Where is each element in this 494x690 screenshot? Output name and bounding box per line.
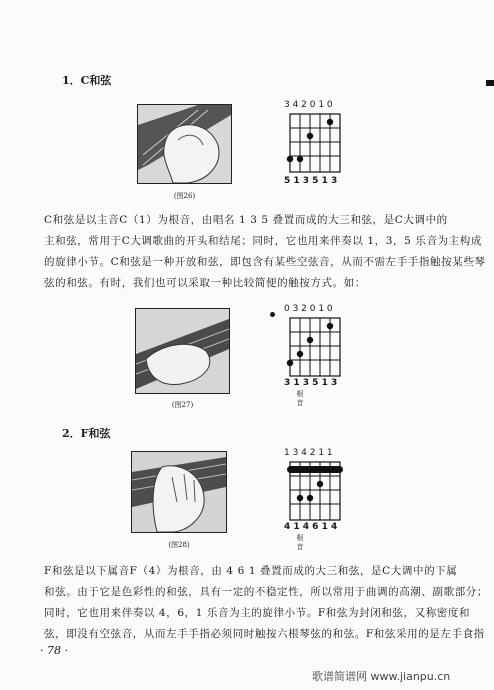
figure-28-caption: (图28) xyxy=(168,541,190,549)
chord-finger-numbers: 1 3 4 2 1 1 xyxy=(284,448,333,458)
page-number: · 78 · xyxy=(40,644,68,657)
section-heading-c-chord: 1．C和弦 xyxy=(62,74,112,87)
chord-note-names: 3 1 3 5 1 3 xyxy=(284,378,338,388)
paragraph-line: 弦的和弦。有时，我们也可以采取一种比较简便的触按方式。如： xyxy=(44,277,366,289)
paragraph-line: 同时，它也用来伴奏以 4，6，1 乐音为主的旋律小节。F和弦为封闭和弦，又称密度和 xyxy=(44,607,471,619)
section-heading-f-chord: 2．F和弦 xyxy=(62,427,111,440)
chord-note-names: 5 1 3 5 1 3 xyxy=(284,176,338,186)
paragraph-line: 主和弦，常用于C大调歌曲的开头和结尾；同时，它也用来伴奏以 1，3，5 乐音为主构成 xyxy=(44,235,482,247)
figure-28-photo xyxy=(131,451,227,533)
chord-finger-numbers: 3 4 2 0 1 0 xyxy=(284,100,333,110)
chord-fretboard xyxy=(282,460,352,522)
figure-27-photo xyxy=(135,308,230,394)
paragraph-line: 的旋律小节。C和弦是一种开放和弦，即包含有某些空弦音，从而不需左手手指触按某些琴 xyxy=(44,256,486,268)
bullet-dot xyxy=(270,312,275,317)
paragraph-line: C和弦是以主音C（1）为根音，由唱名 1 3 5 叠置而成的大三和弦，是C大调中的 xyxy=(44,214,448,226)
chord-fretboard xyxy=(282,112,352,174)
figure-27-caption: (图27) xyxy=(171,401,194,409)
chord-fretboard xyxy=(282,316,352,378)
chord-diagram-f xyxy=(282,448,352,558)
page-edge-mark xyxy=(486,80,494,86)
paragraph-line: F和弦是以下属音F（4）为根音，由 4 6 1 叠置而成的大三和弦，是C大调中的下属 xyxy=(44,565,458,577)
paragraph-line: 弦，即没有空弦音，从而左手手指必须同时触按六根琴弦的和弦。F和弦采用的是左手食指 xyxy=(44,628,485,640)
paragraph-line: 和弦。由于它是色彩性的和弦，具有一定的不稳定性，所以常用于曲调的高潮、副歌部分； xyxy=(44,586,488,598)
paragraph-c-chord xyxy=(44,210,486,294)
figure-26-caption: (图26) xyxy=(173,192,196,200)
chord-diagram-c xyxy=(282,100,352,190)
figure-26-photo xyxy=(137,104,232,184)
root-note-label: 根音 xyxy=(296,390,304,407)
chord-diagram-c-simplified xyxy=(282,304,352,414)
chord-finger-numbers: 0 3 2 0 1 0 xyxy=(284,304,333,314)
watermark: 歌谱简谱网 www.jianpu.cn xyxy=(312,670,451,683)
paragraph-f-chord xyxy=(44,561,488,645)
root-note-label: 根音 xyxy=(296,534,304,551)
chord-note-names: 4 1 4 6 1 4 xyxy=(284,522,338,532)
